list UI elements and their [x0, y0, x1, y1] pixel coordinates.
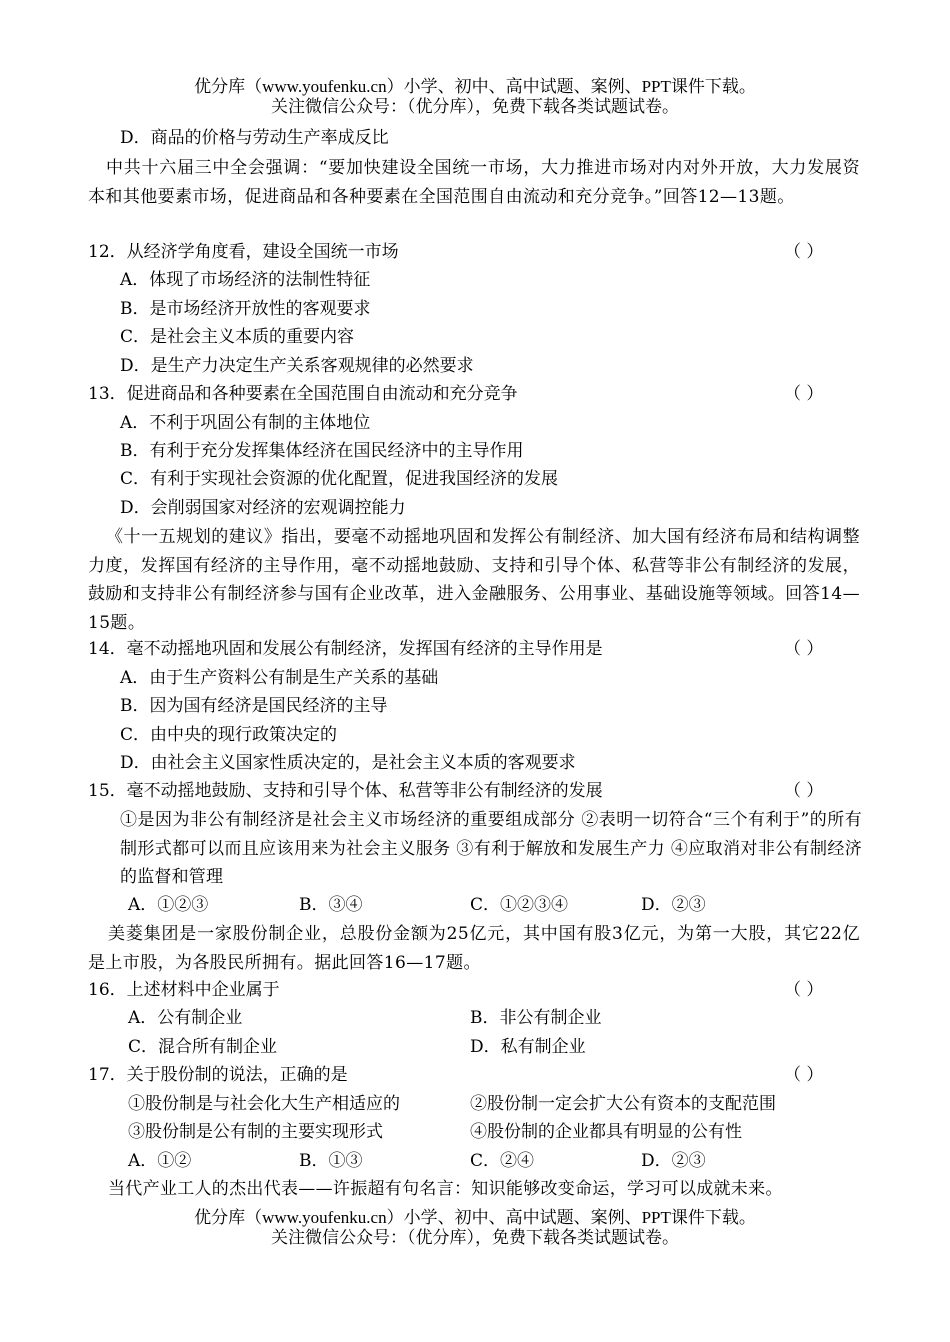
passage-2: 《十一五规划的建议》指出，要毫不动摇地巩固和发挥公有制经济、加大国有经济布局和结构调整力度，发挥国有经济的主导作用，毫不动摇地鼓励、支持和引导个体、私营等非公有制经济的发展，鼓励和支持非公有制经济参与国有企业改革，进入金融服务、公用事业、基础设施等领域。回答14—15题。: [88, 527, 860, 633]
q12-option-c: C．是社会主义本质的重要内容: [120, 327, 355, 347]
q15-option-b: B．③④: [299, 895, 363, 915]
q17-answer-paren[interactable]: （ ）: [784, 1065, 824, 1085]
q17-option-b: B．①③: [299, 1151, 363, 1171]
q17-statement-3: ③股份制是公有制的主要实现形式: [128, 1122, 383, 1142]
q15-option-a: A．①②③: [128, 895, 209, 915]
q15-answer-paren[interactable]: （ ）: [784, 781, 824, 801]
q12-stem: 12．从经济学角度看，建设全国统一市场: [88, 242, 399, 262]
header-line-1: 优分库（www.youfenku.cn）小学、初中、高中试题、案例、PPT课件下载。: [194, 77, 756, 96]
q13-option-d: D．会削弱国家对经济的宏观调控能力: [120, 498, 406, 518]
q12-option-b: B．是市场经济开放性的客观要求: [120, 299, 371, 319]
q16-option-a: A．公有制企业: [128, 1008, 243, 1028]
q15-option-d: D．②③: [641, 895, 706, 915]
footer-line-2: 关注微信公众号：（优分库），免费下载各类试题试卷。: [271, 1228, 679, 1247]
q14-stem: 14．毫不动摇地巩固和发展公有制经济，发挥国有经济的主导作用是: [88, 639, 603, 659]
q13-option-a: A．不利于巩固公有制的主体地位: [120, 413, 371, 433]
q17-statement-2: ②股份制一定会扩大公有资本的支配范围: [470, 1094, 776, 1114]
q16-option-d: D．私有制企业: [470, 1037, 586, 1057]
q15-option-c: C．①②③④: [470, 895, 569, 915]
q16-option-b: B．非公有制企业: [470, 1008, 602, 1028]
prev-option-d: D．商品的价格与劳动生产率成反比: [120, 128, 389, 148]
footer-line-1: 优分库（www.youfenku.cn）小学、初中、高中试题、案例、PPT课件下载。: [194, 1208, 756, 1227]
q15-stem: 15．毫不动摇地鼓励、支持和引导个体、私营等非公有制经济的发展: [88, 781, 603, 801]
q14-option-b: B．因为国有经济是国民经济的主导: [120, 696, 388, 716]
passage-3: 美菱集团是一家股份制企业，总股份金额为25亿元，其中国有股3亿元，为第一大股，其它22亿是上市股，为各股民所拥有。据此回答16—17题。: [88, 924, 860, 973]
q14-option-d: D．由社会主义国家性质决定的，是社会主义本质的客观要求: [120, 753, 576, 773]
q13-stem: 13．促进商品和各种要素在全国范围自由流动和充分竞争: [88, 384, 518, 404]
q12-option-a: A．体现了市场经济的法制性特征: [120, 270, 371, 290]
q16-stem: 16．上述材料中企业属于: [88, 980, 280, 1000]
q13-answer-paren[interactable]: （ ）: [784, 384, 824, 404]
q14-option-c: C．由中央的现行政策决定的: [120, 725, 338, 745]
passage-1: 中共十六届三中全会强调：“要加快建设全国统一市场，大力推进市场对内对外开放，大力发展资本和其他要素市场，促进商品和各种要素在全国范围自由流动和充分竞争。”回答12—13题。: [88, 158, 860, 207]
q15-statements: ①是因为非公有制经济是社会主义市场经济的重要组成部分 ②表明一切符合“三个有利于”的所有制形式都可以而且应该用来为社会主义服务 ③有利于解放和发展生产力 ④应取消对非公有制经济的监督和管理: [120, 810, 862, 887]
q16-option-c: C．混合所有制企业: [128, 1037, 278, 1057]
q17-option-a: A．①②: [128, 1151, 192, 1171]
q17-option-d: D．②③: [641, 1151, 706, 1171]
q17-stem: 17．关于股份制的说法，正确的是: [88, 1065, 348, 1085]
q16-answer-paren[interactable]: （ ）: [784, 980, 824, 1000]
q14-option-a: A．由于生产资料公有制是生产关系的基础: [120, 668, 439, 688]
q17-statement-4: ④股份制的企业都具有明显的公有性: [470, 1122, 742, 1142]
q17-statement-1: ①股份制是与社会化大生产相适应的: [128, 1094, 400, 1114]
header-line-2: 关注微信公众号：（优分库），免费下载各类试题试卷。: [271, 97, 679, 116]
q13-option-b: B．有利于充分发挥集体经济在国民经济中的主导作用: [120, 441, 524, 461]
q12-option-d: D．是生产力决定生产关系客观规律的必然要求: [120, 356, 474, 376]
motto-quote: 当代产业工人的杰出代表——许振超有句名言：知识能够改变命运，学习可以成就未来。: [108, 1179, 783, 1199]
q17-option-c: C．②④: [470, 1151, 535, 1171]
q12-answer-paren[interactable]: （ ）: [784, 242, 824, 262]
q13-option-c: C．有利于实现社会资源的优化配置，促进我国经济的发展: [120, 469, 559, 489]
q14-answer-paren[interactable]: （ ）: [784, 639, 824, 659]
